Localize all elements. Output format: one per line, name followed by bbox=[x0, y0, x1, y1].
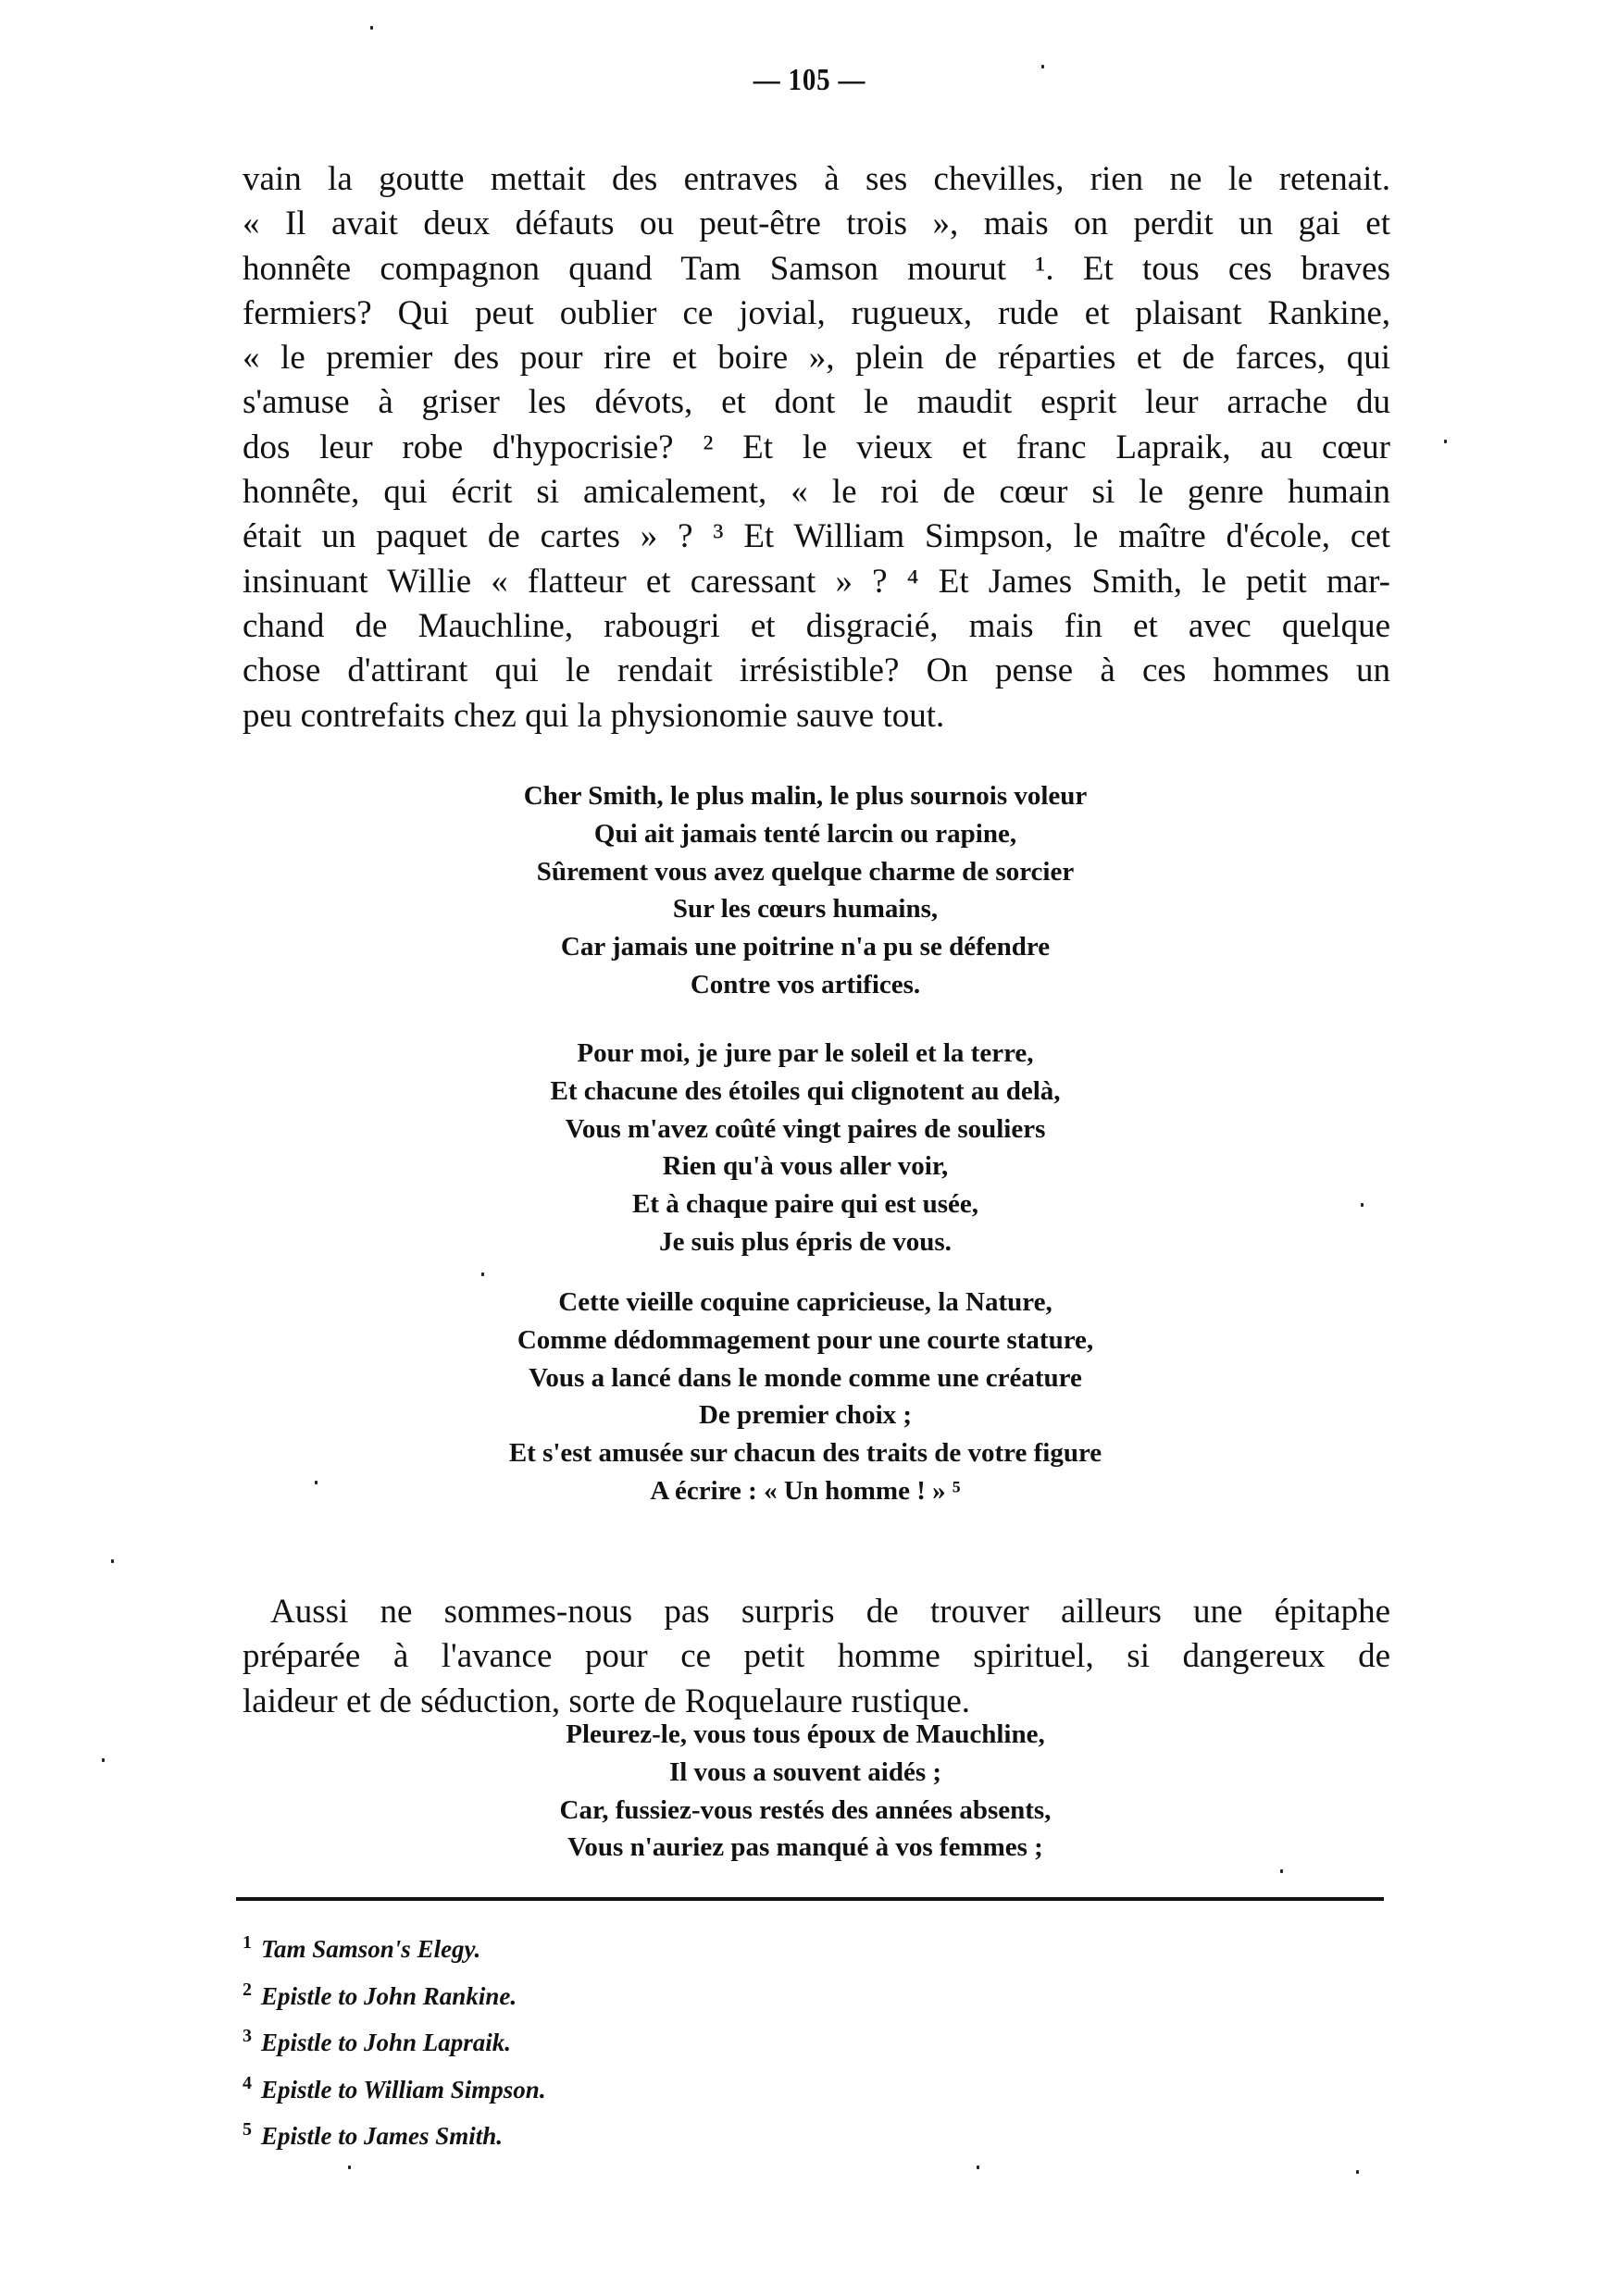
scan-speck bbox=[1356, 2170, 1359, 2174]
verse-line: Sûrement vous avez quelque charme de sorcier bbox=[536, 856, 1075, 887]
verse-line: Vous n'auriez pas manqué à vos femmes ; bbox=[567, 1832, 1043, 1863]
footnote-text: Tam Samson's Elegy. bbox=[261, 1935, 481, 1963]
footnote-text: Epistle to John Lapraik. bbox=[261, 2029, 512, 2056]
scan-speck bbox=[1444, 440, 1447, 443]
verse-stanza-3 bbox=[352, 1284, 1259, 1510]
text-line: « le premier des pour rire et boire », plein de réparties et de farces, qui bbox=[243, 339, 1390, 378]
footnotes bbox=[243, 1923, 1076, 2157]
footnote bbox=[243, 2110, 1076, 2157]
text-line: honnête compagnon quand Tam Samson mourut ¹. Et tous ces braves bbox=[243, 249, 1390, 288]
footnote-number: 2 bbox=[243, 1979, 252, 2000]
text-line: était un paquet de cartes » ? ³ Et William Simpson, le maître d'école, cet bbox=[243, 517, 1390, 556]
verse-line: Qui ait jamais tenté larcin ou rapine, bbox=[593, 818, 1017, 849]
text-line: vain la goutte mettait des entraves à ses chevilles, rien ne le retenait. bbox=[243, 160, 1390, 198]
footnote-text: Epistle to James Smith. bbox=[261, 2122, 504, 2150]
footnote bbox=[243, 1970, 1076, 2017]
verse-line: Rien qu'à vous aller voir, bbox=[662, 1151, 949, 1182]
verse-line: Cette vieille coquine capricieuse, la Nature, bbox=[558, 1287, 1052, 1317]
footnote-number: 1 bbox=[243, 1932, 252, 1953]
verse-line: Vous m'avez coûté vingt paires de souliers bbox=[565, 1113, 1046, 1144]
text-line: chose d'attirant qui le rendait irrésistible? On pense à ces hommes un bbox=[243, 652, 1390, 690]
footnote-number: 5 bbox=[243, 2119, 252, 2140]
verse-line: Car, fussiez-vous restés des années absents, bbox=[559, 1794, 1052, 1825]
text-line: honnête, qui écrit si amicalement, « le roi de cœur si le genre humain bbox=[243, 473, 1390, 512]
verse-stanza-2 bbox=[352, 1035, 1259, 1261]
verse-line: Pour moi, je jure par le soleil et la terre, bbox=[577, 1038, 1034, 1068]
footnote bbox=[243, 2017, 1076, 2064]
text-line: Aussi ne sommes-nous pas surpris de trouver ailleurs une épitaphe bbox=[270, 1593, 1390, 1631]
footnote-rule bbox=[236, 1897, 1384, 1901]
scan-speck bbox=[370, 26, 373, 30]
text-line: insinuant Willie « flatteur et caressant » ? ⁴ Et James Smith, le petit mar- bbox=[243, 562, 1390, 601]
scan-speck bbox=[1041, 65, 1044, 68]
verse-stanza-4 bbox=[352, 1716, 1259, 1867]
text-line: peu contrefaits chez qui la physionomie sauve tout. bbox=[243, 696, 945, 735]
scan-speck bbox=[1361, 1203, 1364, 1207]
footnote-number: 3 bbox=[243, 2026, 252, 2046]
verse-line: De premier choix ; bbox=[698, 1400, 913, 1431]
verse-line: A écrire : « Un homme ! » ⁵ bbox=[650, 1475, 961, 1506]
verse-line: Vous a lancé dans le monde comme une créature bbox=[529, 1362, 1082, 1393]
scan-speck bbox=[977, 2166, 979, 2169]
body-paragraph-2 bbox=[243, 1590, 1390, 1724]
verse-line: Cher Smith, le plus malin, le plus sournois voleur bbox=[523, 781, 1088, 811]
verse-line: Sur les cœurs humains, bbox=[672, 894, 939, 925]
scan-speck bbox=[1280, 1869, 1283, 1873]
footnote-number: 4 bbox=[243, 2072, 252, 2093]
verse-line: Il vous a souvent aidés ; bbox=[668, 1756, 942, 1787]
text-line: chand de Mauchline, rabougri et disgracié, mais fin et avec quelque bbox=[243, 606, 1390, 645]
verse-line: Et à chaque paire qui est usée, bbox=[631, 1189, 979, 1220]
verse-line: Et chacune des étoiles qui clignotent au delà, bbox=[550, 1075, 1061, 1106]
scan-speck bbox=[102, 1758, 105, 1762]
body-paragraph-1 bbox=[243, 157, 1390, 738]
scan-speck bbox=[481, 1272, 484, 1276]
verse-line: Comme dédommagement pour une courte stature, bbox=[517, 1324, 1094, 1355]
text-line: s'amuse à griser les dévots, et dont le maudit esprit leur arrache du bbox=[243, 383, 1390, 422]
scan-speck bbox=[315, 1481, 318, 1484]
verse-line: Je suis plus épris de vous. bbox=[659, 1226, 952, 1257]
verse-line: Et s'est amusée sur chacun des traits de votre figure bbox=[508, 1438, 1102, 1469]
footnote-text: Epistle to William Simpson. bbox=[261, 2075, 546, 2104]
scan-speck bbox=[348, 2166, 351, 2169]
page-number: — 105 — bbox=[753, 63, 866, 97]
footnote-text: Epistle to John Rankine. bbox=[261, 1981, 517, 2010]
scan-speck bbox=[111, 1559, 114, 1563]
verse-line: Pleurez-le, vous tous époux de Mauchline, bbox=[566, 1719, 1045, 1749]
text-line: dos leur robe d'hypocrisie? ² Et le vieux et franc Lapraik, au cœur bbox=[243, 428, 1390, 466]
footnote bbox=[243, 2064, 1076, 2111]
text-line: laideur et de séduction, sorte de Roquelaure rustique. bbox=[243, 1682, 970, 1720]
text-line: préparée à l'avance pour ce petit homme spirituel, si dangereux de bbox=[243, 1637, 1390, 1676]
verse-line: Car jamais une poitrine n'a pu se défendre bbox=[560, 932, 1051, 962]
text-line: « Il avait deux défauts ou peut-être trois », mais on perdit un gai et bbox=[243, 205, 1390, 243]
verse-stanza-1 bbox=[352, 777, 1259, 1004]
verse-line: Contre vos artifices. bbox=[690, 969, 921, 999]
footnote bbox=[243, 1923, 1076, 1970]
text-line: fermiers? Qui peut oublier ce jovial, rugueux, rude et plaisant Rankine, bbox=[243, 293, 1390, 332]
